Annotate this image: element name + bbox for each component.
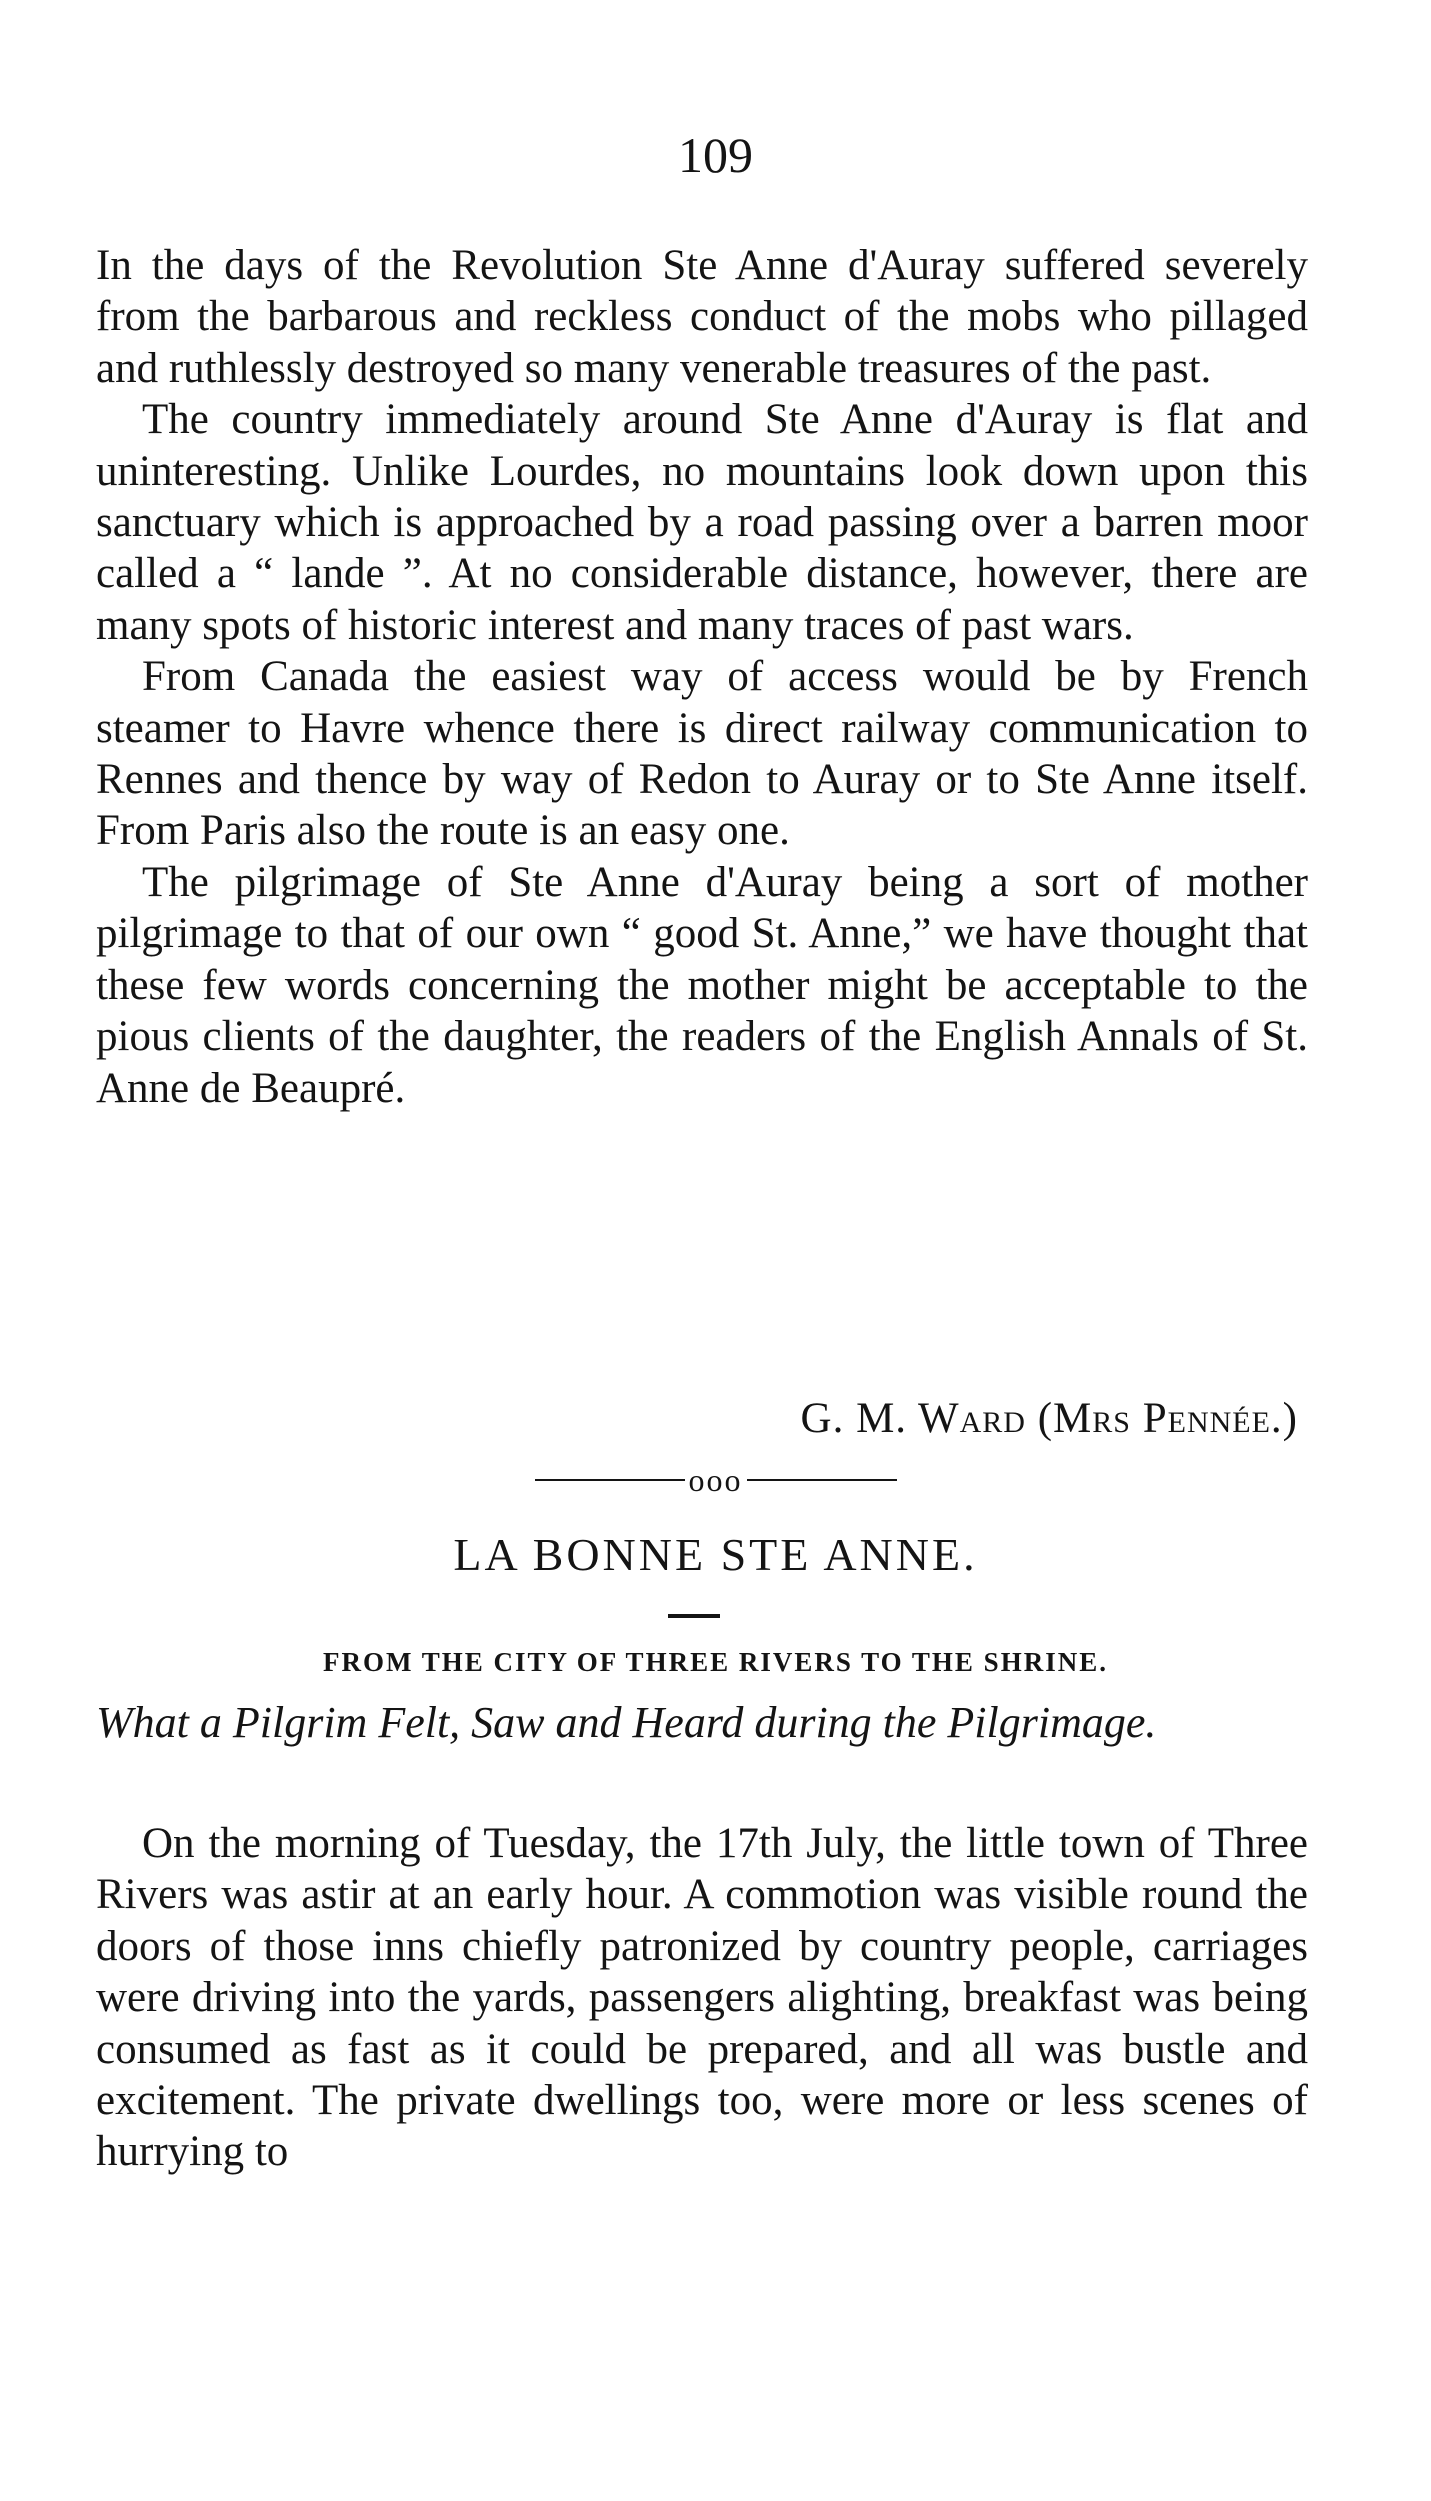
italic-heading-text: What a Pilgrim Felt, Saw and Heard during the Pilgrimage. bbox=[96, 1698, 1157, 1747]
paragraph-morning: On the morning of Tuesday, the 17th July, the little town of Three Rivers was astir at an early hour. A commotion was visible round the doors of those inns chiefly patronized by country people, carriages were driving into the yards, passengers alighting, breakfast was being consumed as fast as it could be prepared, and all was bustle and excitement. The private dwellings too, were more or less scenes of hurrying to bbox=[96, 1820, 1308, 2176]
title-rule bbox=[668, 1614, 720, 1618]
separator-ornament: ooo bbox=[688, 1461, 743, 1498]
section-separator bbox=[0, 1455, 1431, 1505]
page-number: 109 bbox=[678, 127, 753, 183]
section-title: LA BONNE STE ANNE. bbox=[453, 1529, 978, 1580]
bottom-text-block bbox=[96, 1818, 1308, 2178]
separator-rule-left bbox=[535, 1479, 685, 1481]
paragraph-revolution: In the days of the Revolution Ste Anne d'Auray suffered severely from the barbarous and reckless conduct of the mobs who pillaged and ruthlessly destroyed so many venerable treasures of the past. bbox=[96, 242, 1308, 392]
top-text-block bbox=[96, 240, 1308, 1114]
italic-heading bbox=[96, 1697, 1308, 1749]
paragraph-country: The country immediately around Ste Anne d'Auray is flat and uninteresting. Unlike Lourdes, no mountains look down upon this sanctuary which is approached by a road passing over a barren moor called a “ lande ”. At no considerable distance, however, there are many spots of historic interest and many traces of past wars. bbox=[96, 396, 1308, 649]
author-signature: G. M. Ward (Mrs Pennée.) bbox=[800, 1395, 1298, 1442]
paragraph-mother-pilgrimage: The pilgrimage of Ste Anne d'Auray being a sort of mother pilgrimage to that of our own “ good St. Anne,” we have thought that these few words concerning the mother might be acceptable to the pious clients of the daughter, the readers of the English Annals of St. Anne de Beaupré. bbox=[96, 858, 1308, 1112]
paragraph-access: From Canada the easiest way of access would be by French steamer to Havre whence there is direct railway communication to Rennes and thence by way of Redon to Auray or to Ste Anne itself. From Paris also the route is an easy one. bbox=[96, 653, 1308, 855]
separator-rule-right bbox=[747, 1479, 897, 1481]
section-subheading: FROM THE CITY OF THREE RIVERS TO THE SHRINE. bbox=[323, 1647, 1108, 1677]
